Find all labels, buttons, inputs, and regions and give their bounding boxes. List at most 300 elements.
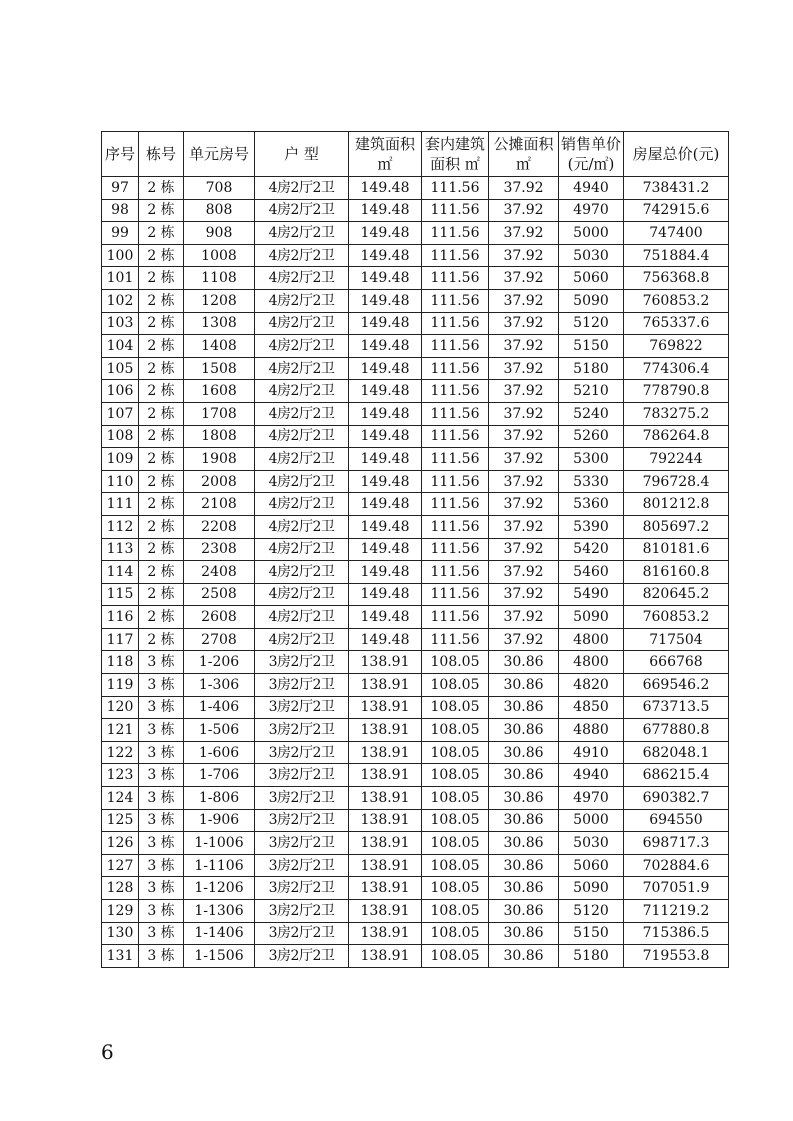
table-row <box>102 787 729 810</box>
cell-net-area: 108.05 <box>422 809 489 832</box>
cell-layout: 4房2厅2卫 <box>255 448 349 471</box>
cell-shared-area: 37.92 <box>489 628 559 651</box>
cell-serial-no: 118 <box>102 651 139 674</box>
header-shared-area: 公摊面积 ㎡ <box>489 132 559 177</box>
cell-shared-area: 37.92 <box>489 357 559 380</box>
cell-unit-price: 5420 <box>559 538 624 561</box>
cell-net-area: 111.56 <box>422 470 489 493</box>
cell-unit-price: 5260 <box>559 425 624 448</box>
cell-gross-area: 149.48 <box>349 244 422 267</box>
cell-unit-room-no: 808 <box>184 199 255 222</box>
cell-gross-area: 149.48 <box>349 402 422 425</box>
cell-net-area: 108.05 <box>422 787 489 810</box>
cell-shared-area: 37.92 <box>489 561 559 584</box>
cell-total-price: 711219.2 <box>624 900 729 923</box>
cell-unit-price: 5090 <box>559 289 624 312</box>
cell-building-no: 3 栋 <box>139 809 184 832</box>
cell-gross-area: 149.48 <box>349 606 422 629</box>
cell-unit-room-no: 1-1106 <box>184 854 255 877</box>
table-row <box>102 380 729 403</box>
table-row <box>102 267 729 290</box>
cell-shared-area: 37.92 <box>489 244 559 267</box>
cell-building-no: 3 栋 <box>139 922 184 945</box>
cell-layout: 3房2厅2卫 <box>255 719 349 742</box>
cell-total-price: 786264.8 <box>624 425 729 448</box>
cell-unit-price: 5240 <box>559 402 624 425</box>
cell-gross-area: 149.48 <box>349 538 422 561</box>
cell-shared-area: 30.86 <box>489 854 559 877</box>
cell-gross-area: 149.48 <box>349 335 422 358</box>
cell-total-price: 686215.4 <box>624 764 729 787</box>
cell-unit-room-no: 1808 <box>184 425 255 448</box>
header-serial-no: 序号 <box>102 132 139 177</box>
cell-total-price: 783275.2 <box>624 402 729 425</box>
cell-layout: 4房2厅2卫 <box>255 380 349 403</box>
cell-shared-area: 30.86 <box>489 651 559 674</box>
cell-total-price: 666768 <box>624 651 729 674</box>
cell-building-no: 2 栋 <box>139 177 184 200</box>
cell-unit-room-no: 1-706 <box>184 764 255 787</box>
cell-layout: 3房2厅2卫 <box>255 741 349 764</box>
cell-layout: 3房2厅2卫 <box>255 674 349 697</box>
cell-gross-area: 149.48 <box>349 267 422 290</box>
cell-building-no: 2 栋 <box>139 448 184 471</box>
cell-unit-room-no: 2608 <box>184 606 255 629</box>
cell-building-no: 2 栋 <box>139 312 184 335</box>
cell-total-price: 738431.2 <box>624 177 729 200</box>
table-row <box>102 222 729 245</box>
cell-building-no: 2 栋 <box>139 267 184 290</box>
cell-unit-price: 5060 <box>559 854 624 877</box>
cell-unit-room-no: 1-1506 <box>184 945 255 968</box>
cell-building-no: 3 栋 <box>139 719 184 742</box>
table-row <box>102 289 729 312</box>
cell-gross-area: 138.91 <box>349 854 422 877</box>
cell-total-price: 769822 <box>624 335 729 358</box>
cell-layout: 4房2厅2卫 <box>255 561 349 584</box>
cell-unit-price: 4850 <box>559 696 624 719</box>
cell-layout: 4房2厅2卫 <box>255 222 349 245</box>
table-row <box>102 561 729 584</box>
cell-layout: 4房2厅2卫 <box>255 289 349 312</box>
cell-serial-no: 126 <box>102 832 139 855</box>
cell-building-no: 2 栋 <box>139 199 184 222</box>
cell-total-price: 765337.6 <box>624 312 729 335</box>
cell-layout: 4房2厅2卫 <box>255 402 349 425</box>
cell-net-area: 111.56 <box>422 199 489 222</box>
cell-serial-no: 104 <box>102 335 139 358</box>
cell-serial-no: 107 <box>102 402 139 425</box>
cell-net-area: 111.56 <box>422 606 489 629</box>
cell-shared-area: 30.86 <box>489 877 559 900</box>
cell-unit-room-no: 1408 <box>184 335 255 358</box>
table-row <box>102 606 729 629</box>
cell-total-price: 717504 <box>624 628 729 651</box>
cell-net-area: 108.05 <box>422 696 489 719</box>
cell-net-area: 111.56 <box>422 222 489 245</box>
cell-building-no: 2 栋 <box>139 289 184 312</box>
table-row <box>102 651 729 674</box>
cell-net-area: 108.05 <box>422 674 489 697</box>
cell-shared-area: 30.86 <box>489 696 559 719</box>
cell-layout: 4房2厅2卫 <box>255 199 349 222</box>
cell-net-area: 111.56 <box>422 177 489 200</box>
cell-shared-area: 37.92 <box>489 222 559 245</box>
cell-serial-no: 113 <box>102 538 139 561</box>
cell-net-area: 111.56 <box>422 244 489 267</box>
cell-building-no: 3 栋 <box>139 877 184 900</box>
cell-total-price: 778790.8 <box>624 380 729 403</box>
cell-serial-no: 109 <box>102 448 139 471</box>
cell-gross-area: 149.48 <box>349 357 422 380</box>
table-row <box>102 741 729 764</box>
header-unit-room-no: 单元房号 <box>184 132 255 177</box>
cell-net-area: 111.56 <box>422 538 489 561</box>
cell-gross-area: 149.48 <box>349 515 422 538</box>
cell-unit-room-no: 1-1406 <box>184 922 255 945</box>
cell-gross-area: 149.48 <box>349 177 422 200</box>
cell-serial-no: 105 <box>102 357 139 380</box>
cell-total-price: 760853.2 <box>624 289 729 312</box>
cell-gross-area: 138.91 <box>349 787 422 810</box>
cell-gross-area: 138.91 <box>349 945 422 968</box>
cell-layout: 3房2厅2卫 <box>255 900 349 923</box>
cell-shared-area: 37.92 <box>489 515 559 538</box>
cell-unit-price: 5150 <box>559 922 624 945</box>
cell-gross-area: 149.48 <box>349 425 422 448</box>
cell-unit-room-no: 1-306 <box>184 674 255 697</box>
cell-unit-price: 4800 <box>559 651 624 674</box>
cell-shared-area: 37.92 <box>489 402 559 425</box>
cell-unit-price: 4940 <box>559 177 624 200</box>
table-row <box>102 945 729 968</box>
cell-building-no: 3 栋 <box>139 787 184 810</box>
cell-net-area: 111.56 <box>422 335 489 358</box>
cell-net-area: 111.56 <box>422 312 489 335</box>
cell-unit-room-no: 1-506 <box>184 719 255 742</box>
cell-net-area: 111.56 <box>422 380 489 403</box>
cell-total-price: 801212.8 <box>624 493 729 516</box>
cell-unit-room-no: 1-1006 <box>184 832 255 855</box>
cell-gross-area: 138.91 <box>349 922 422 945</box>
table-row <box>102 538 729 561</box>
cell-layout: 4房2厅2卫 <box>255 628 349 651</box>
header-net-area: 套内建筑面积 ㎡ <box>422 132 489 177</box>
cell-serial-no: 101 <box>102 267 139 290</box>
cell-serial-no: 103 <box>102 312 139 335</box>
cell-building-no: 2 栋 <box>139 493 184 516</box>
cell-unit-price: 5150 <box>559 335 624 358</box>
cell-layout: 3房2厅2卫 <box>255 787 349 810</box>
cell-net-area: 111.56 <box>422 493 489 516</box>
cell-total-price: 715386.5 <box>624 922 729 945</box>
cell-layout: 4房2厅2卫 <box>255 493 349 516</box>
cell-net-area: 108.05 <box>422 922 489 945</box>
table-row <box>102 854 729 877</box>
cell-shared-area: 30.86 <box>489 741 559 764</box>
table-row <box>102 244 729 267</box>
cell-building-no: 2 栋 <box>139 244 184 267</box>
page-number: 6 <box>101 1040 114 1064</box>
cell-unit-room-no: 1008 <box>184 244 255 267</box>
cell-shared-area: 37.92 <box>489 493 559 516</box>
cell-building-no: 3 栋 <box>139 900 184 923</box>
cell-gross-area: 149.48 <box>349 628 422 651</box>
cell-building-no: 3 栋 <box>139 674 184 697</box>
cell-serial-no: 125 <box>102 809 139 832</box>
table-row <box>102 312 729 335</box>
cell-unit-price: 4820 <box>559 674 624 697</box>
cell-serial-no: 102 <box>102 289 139 312</box>
cell-unit-price: 5120 <box>559 312 624 335</box>
cell-unit-price: 5030 <box>559 832 624 855</box>
cell-unit-room-no: 1-1206 <box>184 877 255 900</box>
cell-unit-room-no: 1-806 <box>184 787 255 810</box>
cell-unit-price: 5300 <box>559 448 624 471</box>
header-gross-area: 建筑面积 ㎡ <box>349 132 422 177</box>
cell-net-area: 111.56 <box>422 628 489 651</box>
cell-total-price: 816160.8 <box>624 561 729 584</box>
cell-building-no: 3 栋 <box>139 651 184 674</box>
cell-shared-area: 30.86 <box>489 922 559 945</box>
cell-total-price: 805697.2 <box>624 515 729 538</box>
cell-total-price: 747400 <box>624 222 729 245</box>
cell-total-price: 702884.6 <box>624 854 729 877</box>
cell-shared-area: 37.92 <box>489 335 559 358</box>
cell-total-price: 698717.3 <box>624 832 729 855</box>
cell-building-no: 2 栋 <box>139 380 184 403</box>
cell-shared-area: 37.92 <box>489 289 559 312</box>
cell-building-no: 2 栋 <box>139 402 184 425</box>
cell-layout: 4房2厅2卫 <box>255 177 349 200</box>
cell-gross-area: 138.91 <box>349 809 422 832</box>
cell-unit-price: 5090 <box>559 606 624 629</box>
cell-unit-room-no: 1908 <box>184 448 255 471</box>
cell-unit-room-no: 2308 <box>184 538 255 561</box>
cell-total-price: 760853.2 <box>624 606 729 629</box>
cell-unit-price: 5000 <box>559 222 624 245</box>
cell-serial-no: 128 <box>102 877 139 900</box>
cell-layout: 3房2厅2卫 <box>255 945 349 968</box>
table-body <box>102 177 729 968</box>
cell-total-price: 669546.2 <box>624 674 729 697</box>
cell-unit-price: 5210 <box>559 380 624 403</box>
table-row <box>102 177 729 200</box>
cell-shared-area: 30.86 <box>489 674 559 697</box>
cell-unit-room-no: 2508 <box>184 583 255 606</box>
cell-serial-no: 98 <box>102 199 139 222</box>
cell-serial-no: 120 <box>102 696 139 719</box>
cell-serial-no: 122 <box>102 741 139 764</box>
table-row <box>102 809 729 832</box>
cell-shared-area: 37.92 <box>489 470 559 493</box>
cell-shared-area: 30.86 <box>489 900 559 923</box>
cell-building-no: 2 栋 <box>139 425 184 448</box>
cell-total-price: 751884.4 <box>624 244 729 267</box>
cell-building-no: 3 栋 <box>139 696 184 719</box>
cell-net-area: 108.05 <box>422 945 489 968</box>
cell-gross-area: 138.91 <box>349 900 422 923</box>
cell-layout: 3房2厅2卫 <box>255 696 349 719</box>
cell-serial-no: 129 <box>102 900 139 923</box>
cell-building-no: 2 栋 <box>139 470 184 493</box>
cell-building-no: 2 栋 <box>139 628 184 651</box>
cell-serial-no: 106 <box>102 380 139 403</box>
table-row <box>102 922 729 945</box>
table-row <box>102 335 729 358</box>
cell-unit-price: 4800 <box>559 628 624 651</box>
cell-total-price: 682048.1 <box>624 741 729 764</box>
cell-net-area: 108.05 <box>422 651 489 674</box>
cell-unit-price: 5180 <box>559 945 624 968</box>
cell-gross-area: 138.91 <box>349 741 422 764</box>
cell-serial-no: 119 <box>102 674 139 697</box>
cell-shared-area: 37.92 <box>489 199 559 222</box>
cell-total-price: 694550 <box>624 809 729 832</box>
cell-layout: 4房2厅2卫 <box>255 583 349 606</box>
cell-serial-no: 127 <box>102 854 139 877</box>
cell-net-area: 108.05 <box>422 877 489 900</box>
header-layout: 户 型 <box>255 132 349 177</box>
cell-net-area: 111.56 <box>422 583 489 606</box>
cell-building-no: 3 栋 <box>139 832 184 855</box>
cell-gross-area: 138.91 <box>349 832 422 855</box>
cell-gross-area: 149.48 <box>349 222 422 245</box>
cell-gross-area: 138.91 <box>349 674 422 697</box>
cell-layout: 3房2厅2卫 <box>255 651 349 674</box>
cell-total-price: 774306.4 <box>624 357 729 380</box>
cell-total-price: 707051.9 <box>624 877 729 900</box>
cell-net-area: 111.56 <box>422 402 489 425</box>
cell-unit-price: 5060 <box>559 267 624 290</box>
cell-serial-no: 131 <box>102 945 139 968</box>
cell-unit-room-no: 2108 <box>184 493 255 516</box>
cell-serial-no: 123 <box>102 764 139 787</box>
table-row <box>102 877 729 900</box>
cell-total-price: 756368.8 <box>624 267 729 290</box>
cell-building-no: 3 栋 <box>139 764 184 787</box>
cell-total-price: 810181.6 <box>624 538 729 561</box>
cell-net-area: 108.05 <box>422 900 489 923</box>
cell-gross-area: 149.48 <box>349 312 422 335</box>
cell-layout: 4房2厅2卫 <box>255 606 349 629</box>
cell-unit-room-no: 1608 <box>184 380 255 403</box>
cell-unit-room-no: 1-206 <box>184 651 255 674</box>
cell-gross-area: 138.91 <box>349 696 422 719</box>
cell-serial-no: 130 <box>102 922 139 945</box>
cell-building-no: 3 栋 <box>139 741 184 764</box>
cell-serial-no: 111 <box>102 493 139 516</box>
cell-building-no: 3 栋 <box>139 945 184 968</box>
cell-shared-area: 37.92 <box>489 538 559 561</box>
cell-layout: 4房2厅2卫 <box>255 470 349 493</box>
cell-serial-no: 124 <box>102 787 139 810</box>
cell-net-area: 111.56 <box>422 289 489 312</box>
cell-shared-area: 37.92 <box>489 312 559 335</box>
cell-gross-area: 149.48 <box>349 380 422 403</box>
cell-net-area: 108.05 <box>422 854 489 877</box>
cell-unit-room-no: 1508 <box>184 357 255 380</box>
cell-unit-price: 5090 <box>559 877 624 900</box>
table-row <box>102 900 729 923</box>
cell-gross-area: 138.91 <box>349 764 422 787</box>
cell-unit-price: 5390 <box>559 515 624 538</box>
cell-shared-area: 30.86 <box>489 787 559 810</box>
cell-unit-price: 5330 <box>559 470 624 493</box>
cell-layout: 4房2厅2卫 <box>255 312 349 335</box>
table-header-row <box>102 132 729 177</box>
cell-unit-room-no: 1-906 <box>184 809 255 832</box>
cell-serial-no: 108 <box>102 425 139 448</box>
cell-serial-no: 114 <box>102 561 139 584</box>
table-row <box>102 832 729 855</box>
cell-layout: 4房2厅2卫 <box>255 538 349 561</box>
cell-net-area: 111.56 <box>422 357 489 380</box>
header-unit-price: 销售单价 (元/㎡) <box>559 132 624 177</box>
cell-unit-price: 4880 <box>559 719 624 742</box>
cell-unit-price: 4970 <box>559 787 624 810</box>
cell-serial-no: 121 <box>102 719 139 742</box>
cell-building-no: 2 栋 <box>139 561 184 584</box>
cell-unit-room-no: 1-1306 <box>184 900 255 923</box>
cell-unit-room-no: 1-606 <box>184 741 255 764</box>
cell-serial-no: 112 <box>102 515 139 538</box>
cell-net-area: 111.56 <box>422 515 489 538</box>
table-row <box>102 696 729 719</box>
cell-building-no: 2 栋 <box>139 538 184 561</box>
cell-building-no: 2 栋 <box>139 357 184 380</box>
cell-unit-price: 4910 <box>559 741 624 764</box>
cell-unit-price: 5460 <box>559 561 624 584</box>
cell-serial-no: 117 <box>102 628 139 651</box>
cell-net-area: 111.56 <box>422 425 489 448</box>
cell-gross-area: 149.48 <box>349 470 422 493</box>
cell-shared-area: 37.92 <box>489 380 559 403</box>
table-row <box>102 470 729 493</box>
cell-layout: 4房2厅2卫 <box>255 515 349 538</box>
cell-unit-price: 5360 <box>559 493 624 516</box>
cell-serial-no: 116 <box>102 606 139 629</box>
cell-building-no: 2 栋 <box>139 222 184 245</box>
cell-layout: 3房2厅2卫 <box>255 877 349 900</box>
table-row <box>102 719 729 742</box>
cell-layout: 3房2厅2卫 <box>255 764 349 787</box>
cell-building-no: 2 栋 <box>139 606 184 629</box>
cell-gross-area: 149.48 <box>349 561 422 584</box>
cell-total-price: 820645.2 <box>624 583 729 606</box>
cell-building-no: 2 栋 <box>139 335 184 358</box>
cell-shared-area: 30.86 <box>489 832 559 855</box>
cell-layout: 3房2厅2卫 <box>255 809 349 832</box>
cell-unit-room-no: 1308 <box>184 312 255 335</box>
cell-unit-price: 4940 <box>559 764 624 787</box>
cell-unit-price: 4970 <box>559 199 624 222</box>
cell-layout: 4房2厅2卫 <box>255 244 349 267</box>
housing-price-table <box>101 131 729 968</box>
cell-serial-no: 115 <box>102 583 139 606</box>
cell-net-area: 111.56 <box>422 561 489 584</box>
table-row <box>102 628 729 651</box>
cell-gross-area: 138.91 <box>349 877 422 900</box>
cell-layout: 4房2厅2卫 <box>255 425 349 448</box>
cell-gross-area: 149.48 <box>349 448 422 471</box>
cell-gross-area: 149.48 <box>349 583 422 606</box>
cell-unit-room-no: 2408 <box>184 561 255 584</box>
cell-unit-room-no: 1208 <box>184 289 255 312</box>
cell-layout: 4房2厅2卫 <box>255 335 349 358</box>
cell-shared-area: 37.92 <box>489 606 559 629</box>
table-row <box>102 583 729 606</box>
